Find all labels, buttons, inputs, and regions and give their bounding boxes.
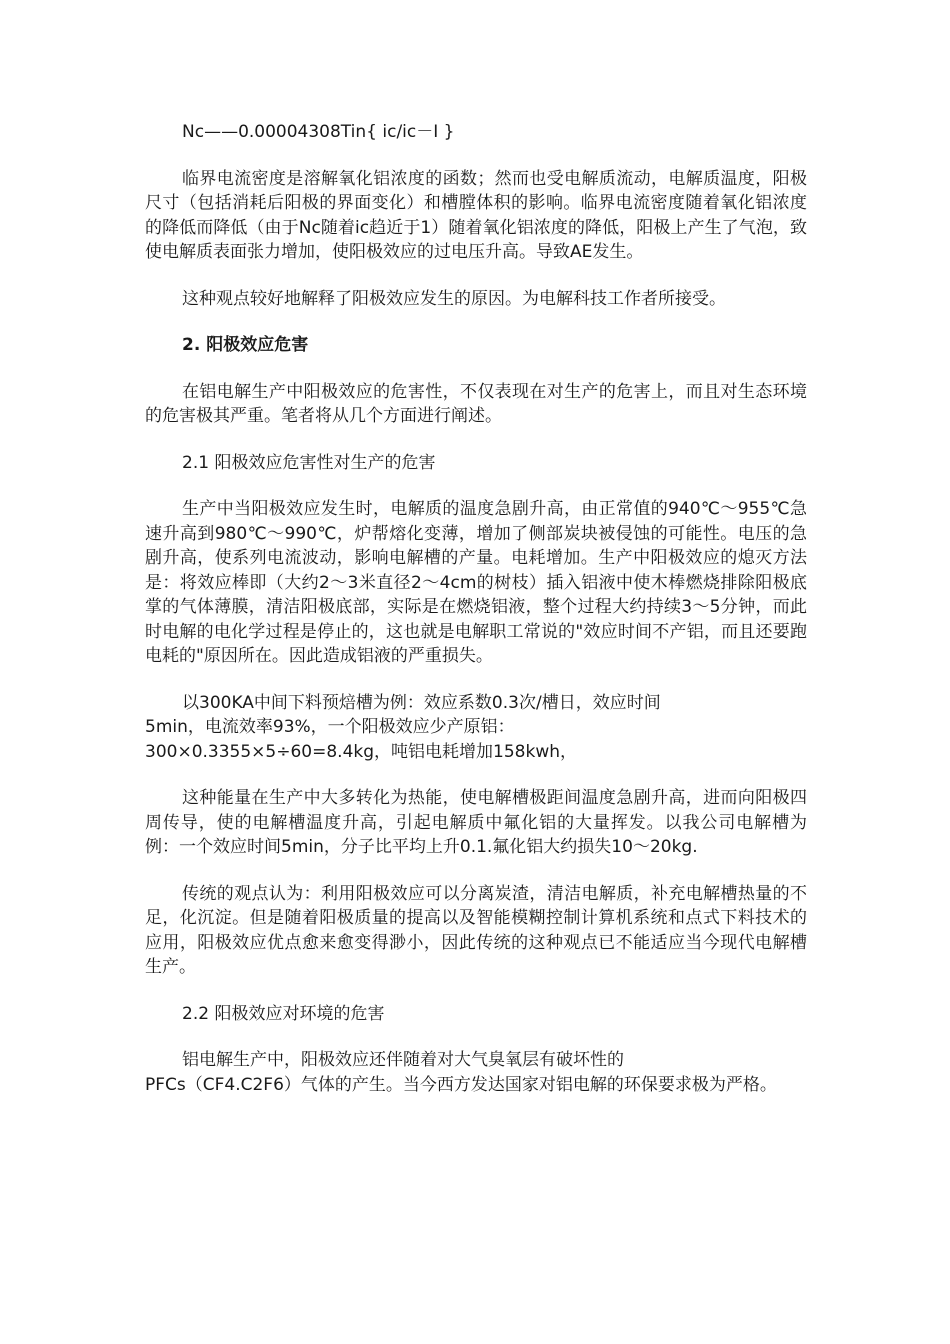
paragraph-energy-heat: 这种能量在生产中大多转化为热能，使电解槽极距间温度急剧升高，进而向阳极四周传导，使的电解槽温度升高，引起电解质中氟化铝的大量挥发。以我公司电解槽为例：一个效应时间5min，分子比平均上升0.1.氟化铝大约损失10～20kg. [145, 788, 807, 857]
formula-line: Nc——0.00004308Tin{ ic/ic－I } [182, 122, 455, 142]
section-heading-hazards: 2. 阳极效应危害 [182, 335, 309, 355]
pfcs-line-1: 铝电解生产中，阳极效应还伴随着对大气臭氧层有破坏性的 [182, 1050, 624, 1070]
example-line-3: 300×0.3355×5÷60=8.4kg，吨铝电耗增加158kwh， [145, 741, 577, 762]
paragraph-pfcs [145, 1048, 807, 1097]
paragraph-traditional-view: 传统的观点认为：利用阳极效应可以分离炭渣，清洁电解质，补充电解槽热量的不足，化沉淀。但是随着阳极质量的提高以及智能模糊控制计算机系统和点式下料技术的应用，阳极效应优点愈来愈变得渺小，因此传统的这种观点已不能适应当今现代电解槽生产。 [145, 883, 807, 977]
pfcs-line-2: PFCs（CF4.C2F6）气体的产生。当今西方发达国家对铝电解的环保要求极为严格。 [145, 1074, 777, 1095]
document-page [145, 120, 807, 1119]
paragraph-critical-current-density: 临界电流密度是溶解氧化铝浓度的函数；然而也受电解质流动，电解质温度，阳极尺寸（包括消耗后阳极的界面变化）和槽膛体积的影响。临界电流密度随着氧化铝浓度的降低而降低（由于Nc随着ic趋近于1）随着氧化铝浓度的降低，阳极上产生了气泡，致使电解质表面张力增加，使阳极效应的过电压升高。导致AE发生。 [145, 168, 807, 262]
subsection-heading-environment-hazards: 2.2 阳极效应对环境的危害 [182, 1003, 385, 1024]
example-line-1: 以300KA中间下料预焙槽为例：效应系数0.3次/槽日，效应时间 [182, 692, 661, 713]
subsection-heading-production-hazards: 2.1 阳极效应危害性对生产的危害 [182, 452, 436, 473]
paragraph-hazards-intro: 在铝电解生产中阳极效应的危害性，不仅表现在对生产的危害上，而且对生态环境的危害极其严重。笔者将从几个方面进行阐述。 [145, 381, 807, 426]
paragraph-example-calculation [145, 691, 807, 765]
example-line-2: 5min，电流效率93%，一个阳极效应少产原铝： [145, 717, 515, 737]
paragraph-theory-accepted: 这种观点较好地解释了阳极效应发生的原因。为电解科技工作者所接受。 [182, 288, 726, 309]
paragraph-production-effects: 生产中当阳极效应发生时，电解质的温度急剧升高，由正常值的940℃～955℃急速升高到980℃～990℃，炉帮熔化变薄，增加了侧部炭块被侵蚀的可能性。电压的急剧升高，使系列电流波动，影响电解槽的产量。电耗增加。生产中阳极效应的熄灭方法是：将效应棒即（大约2～3米直径2～4cm的树枝）插入铝液中使木棒燃烧排除阳极底掌的气体薄膜，清洁阳极底部，实际是在燃烧铝液，整个过程大约持续3～5分钟，而此时电解的电化学过程是停止的，这也就是电解职工常说的"效应时间不产铝，而且还要跑电耗的"原因所在。因此造成铝液的严重损失。 [145, 499, 807, 666]
